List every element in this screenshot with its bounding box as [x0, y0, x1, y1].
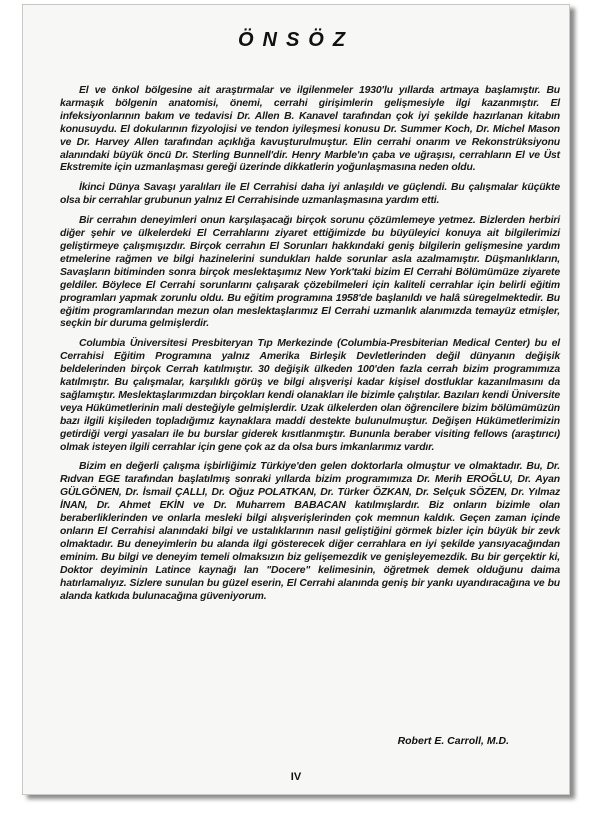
- page-title: ÖNSÖZ: [237, 29, 355, 51]
- paragraph: Bir cerrahın deneyimleri onun karşılaşacağı birçok sorunu çözümlemeye yetmez. Bizlerden herbiri diğer şehir ve ülkelerdeki El Cerrahlarını ziyaret ettiğimizde bu büyüleyici konuya ait bilgilerimizi geliştirmeye çalışmışızdır. Birçok cerrahın El Sorunları hakkındaki geniş bilgilerin gelişmesine yardım etmelerine rağmen ve bilgi hazinelerini sundukları halde sorunlar asla azalmamıştır. Düşmanlıkların, Savaşların bitiminden sonra birçok meslektaşımız New York'taki bizim El Cerrahi Bölümümüze ziyarete geldiler. Böylece El Cerrahi sorunlarını çalışarak çözebilmeleri için kaliteli cerrahlar için belirli eğitim programları yapmak zorunlu oldu. Bu eğitim programına 1958'de başlanıldı ve halâ süregelmektedir. Bu eğitim programlarından mezun olan meslektaşlarımız El Cerrahi uzmanlık alanımızda temayüz etmişler, seçkin bir duruma gelmişlerdir.: [60, 215, 560, 330]
- preface-body: [60, 85, 560, 610]
- paragraph: Bizim en değerli çalışma işbirliğimiz Türkiye'den gelen doktorlarla olmuştur ve olmaktadır. Bu, Dr. Rıdvan EGE tarafından başlatılmış sonraki yıllarda bizim programımıza Dr. Merih EROĞLU, Dr. Ayan GÜLGÖNEN, Dr. İsmail ÇALLI, Dr. Oğuz POLATKAN, Dr. Türker ÖZKAN, Dr. Selçuk SÖZEN, Dr. Yılmaz İNAN, Dr. Ahmet EKİN ve Dr. Muharrem BABACAN katılmışlardır. Biz onların bizimle olan beraberliklerinden ve onlarla mesleki bilgi alışverişlerinden çok memnun kaldık. Geçen zaman içinde onların El Cerrahisi alanındaki bilgi ve ustalıklarının nasıl geliştiğini görmek bizler için büyük bir zevk olmaktadır. Bu deneyimlerin bu alanda ilgi gösterecek diğer cerrahlara en iyi şekilde yansıyacağından eminim. Bu bilgi ve deneyim temeli olmaksızın biz gelişemezdik ve genişleyemezdik. Bu bir gerçektir ki, Doktor deyiminin Latince kaynağı lan "Docere" kelimesinin, öğretmek demek olduğunu daima hatırlamalıyız. Sizlere sunulan bu güzel eserin, El Cerrahi alanında geniş bir yankı uyandıracağına ve bu alanda katkıda bulunacağına güveniyorum.: [60, 461, 560, 602]
- paragraph: İkinci Dünya Savaşı yaralıları ile El Cerrahisi daha iyi anlaşıldı ve güçlendi. Bu çalışmalar küçükte olsa bir cerrahlar grubunun yalnız El Cerrahisinde uzmanlaşmasına yardım etti.: [60, 182, 560, 207]
- author-signature: Robert E. Carroll, M.D.: [397, 735, 509, 747]
- document-page: [22, 4, 570, 795]
- paragraph: El ve önkol bölgesine ait araştırmalar ve ilgilenmeler 1930'lu yıllarda artmaya başlamıştır. Bu karmaşık bölgenin anatomisi, önemi, cerrahi girişimlerin gelişmesiyle ilgi kazanmıştır. El infeksiyonlarının bakım ve tedavisi Dr. Allen B. Kanavel tarafından çok iyi şekilde hazırlanan kitabın konusuydu. El dokularının fizyolojisi ve tendon iyileşmesi konusu Dr. Summer Koch, Dr. Michel Mason ve Dr. Harvey Allen tarafından açıklığa kavuşturulmuştur. Elin cerrahi onarım ve Rekonstrüksiyonu alanındaki büyük öncü Dr. Sterling Bunnell'dir. Henry Marble'ın çaba ve uğraşısı, cerrahların El ve Üst Ekstremite için uzmanlaşması gereği üzerinde dikkatlerin yoğunlaşmasına neden oldu.: [60, 85, 560, 174]
- page-number: IV: [290, 771, 302, 783]
- paragraph: Columbia Üniversitesi Presbiteryan Tıp Merkezinde (Columbia-Presbiterian Medical Center) bu el Cerrahisi Eğitim Programına yalnız Amerika Birleşik Devletlerinden değil dünyanın değişik beldelerinden birçok Cerrah katılmıştır. 30 değişik ülkeden 100'den fazla cerrah bizim programımıza katılmıştır. Bu çalışmalar, karşılıklı görüş ve bilgi alışverişi kadar kişisel dostluklar kazanılmasını da sağlamıştır. Meslektaşlarımızdan birçokları kendi olanakları ile bizimle çalıştılar. Bazıları kendi Üniversite veya Hükümetlerinin mali desteğiyle gelmişlerdir. Uzak ülkelerden olan öğrencilere bizim bölümümüzün bazı ilgili kişileden topladığımız kaynaklara maddi destekte bulunulmuştur. Değişen Hükümetlerimizin getirdiği vergi yasaları ile bu burslar giderek kısıtlanmıştır. Bununla beraber visiting fellows (araştırıcı) olmak isteyen ilgili cerrahlar için gene çok az da olsa burs imkanlarımız vardır.: [60, 338, 560, 453]
